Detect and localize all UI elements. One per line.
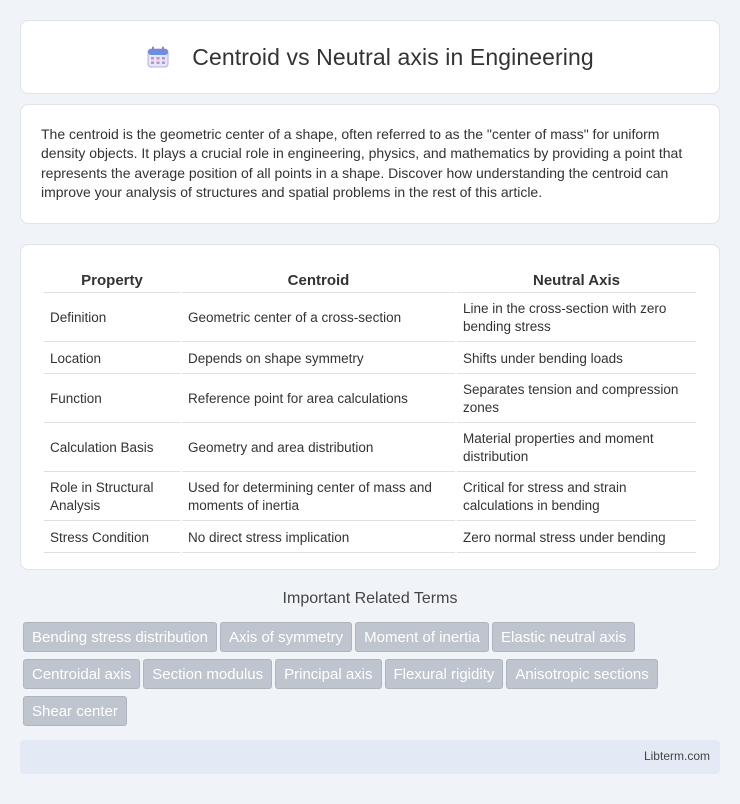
table-row [44, 344, 696, 374]
table-row [44, 523, 696, 553]
table-cell: Stress Condition [44, 523, 180, 553]
table-row [44, 474, 696, 521]
table-row [44, 425, 696, 472]
related-term-tag[interactable]: Centroidal axis [23, 659, 140, 689]
table-cell: Geometric center of a cross-section [182, 295, 455, 342]
header-card [20, 20, 720, 94]
header-neutral-axis: Neutral Axis [457, 263, 696, 293]
table-cell: Reference point for area calculations [182, 376, 455, 423]
footer-site-link[interactable]: Libterm.com [643, 749, 710, 763]
related-term-tag[interactable]: Flexural rigidity [385, 659, 504, 689]
header-property: Property [44, 263, 180, 293]
table-cell: No direct stress implication [182, 523, 455, 553]
table-cell: Definition [44, 295, 180, 342]
calendar-icon [146, 45, 170, 69]
related-term-tag[interactable]: Section modulus [143, 659, 272, 689]
table-cell: Line in the cross-section with zero bending stress [457, 295, 696, 342]
related-term-tag[interactable]: Principal axis [275, 659, 381, 689]
table-cell: Shifts under bending loads [457, 344, 696, 374]
footer [20, 740, 720, 774]
table-cell: Location [44, 344, 180, 374]
table-cell: Role in Structural Analysis [44, 474, 180, 521]
related-term-tag[interactable]: Elastic neutral axis [492, 622, 635, 652]
header-centroid: Centroid [182, 263, 455, 293]
related-terms-title: Important Related Terms [282, 590, 458, 607]
table-cell: Geometry and area distribution [182, 425, 455, 472]
table-row [44, 295, 696, 342]
table-header-row [44, 263, 696, 293]
table-cell: Calculation Basis [44, 425, 180, 472]
related-term-tag[interactable]: Shear center [23, 696, 127, 726]
table-cell: Material properties and moment distribution [457, 425, 696, 472]
related-term-tag[interactable]: Anisotropic sections [506, 659, 657, 689]
intro-card [20, 104, 720, 224]
related-term-tag[interactable]: Bending stress distribution [23, 622, 217, 652]
intro-text: The centroid is the geometric center of a shape, often referred to as the "center of mass" for uniform density objects. It plays a crucial role in engineering, physics, and mathematics by providing a point that represents the average position of all points in a shape. Discover how understanding the centroid can improve your analysis of structures and spatial problems in the rest of this article. [41, 126, 683, 201]
page-title: Centroid vs Neutral axis in Engineering [192, 43, 594, 70]
table-cell: Depends on shape symmetry [182, 344, 455, 374]
table-row [44, 376, 696, 423]
table-cell: Critical for stress and strain calculations in bending [457, 474, 696, 521]
related-term-tag[interactable]: Axis of symmetry [220, 622, 352, 652]
table-cell: Function [44, 376, 180, 423]
table-cell: Used for determining center of mass and moments of inertia [182, 474, 455, 521]
related-terms-list [23, 622, 723, 733]
related-term-tag[interactable]: Moment of inertia [355, 622, 489, 652]
table-cell: Zero normal stress under bending [457, 523, 696, 553]
table-cell: Separates tension and compression zones [457, 376, 696, 423]
comparison-table-card [20, 244, 720, 570]
comparison-table [42, 261, 698, 555]
